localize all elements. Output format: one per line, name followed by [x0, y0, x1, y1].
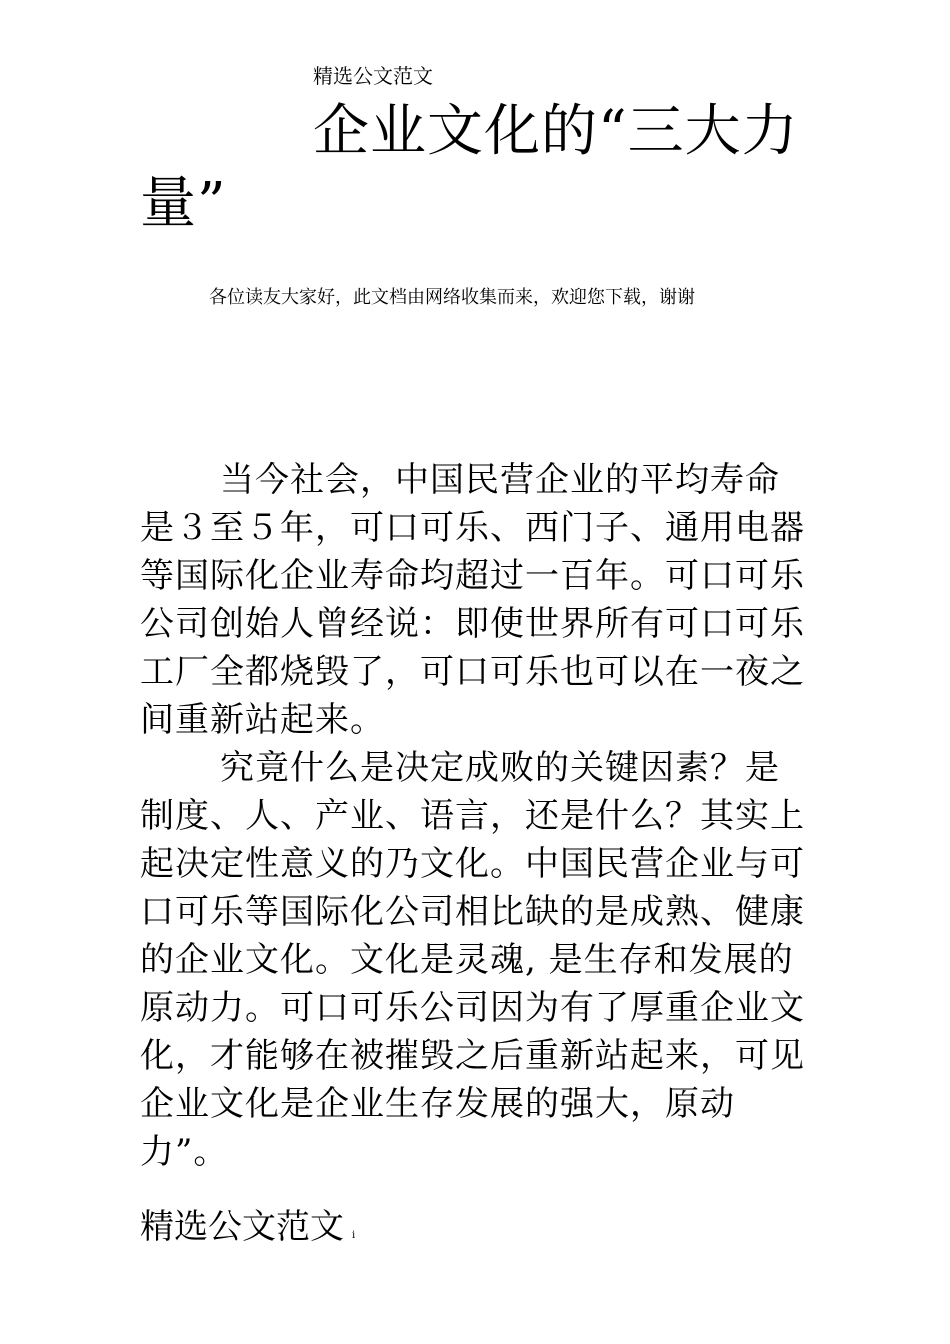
page-number: i — [352, 1230, 356, 1241]
document-body — [140, 456, 810, 1176]
body-paragraph-2: 究竟什么是决定成败的关键因素？是制度、人、产业、语言，还是什么？其实上起决定性意义的乃文化。中国民营企业与可口可乐等国际化公司相比缺的是成熟、健康的企业文化。文化是灵魂, 是生存和发展的原动力。可口可乐公司因为有了厚重企业文化，才能够在被摧毁之后重新站起来，可见企业文化是企业生存发展的强大，原动力”。 — [140, 748, 805, 1172]
footer-label: 精选公文范文 — [140, 1207, 344, 1247]
body-paragraph-1: 当今社会，中国民营企业的平均寿命是３至５年，可口可乐、西门子、通用电器等国际化企业寿命均超过一百年。可口可乐公司创始人曾经说：即使世界所有可口可乐工厂全都烧毁了，可口可乐也可以在一夜之间重新站起来。 — [140, 460, 805, 740]
document-title: 企业文化的“三大力量” — [140, 99, 799, 236]
footer — [140, 1203, 355, 1260]
header-label: 精选公文范文 — [313, 64, 433, 88]
intro-note: 各位读友大家好，此文档由网络收集而来，欢迎您下载，谢谢 — [209, 287, 695, 308]
